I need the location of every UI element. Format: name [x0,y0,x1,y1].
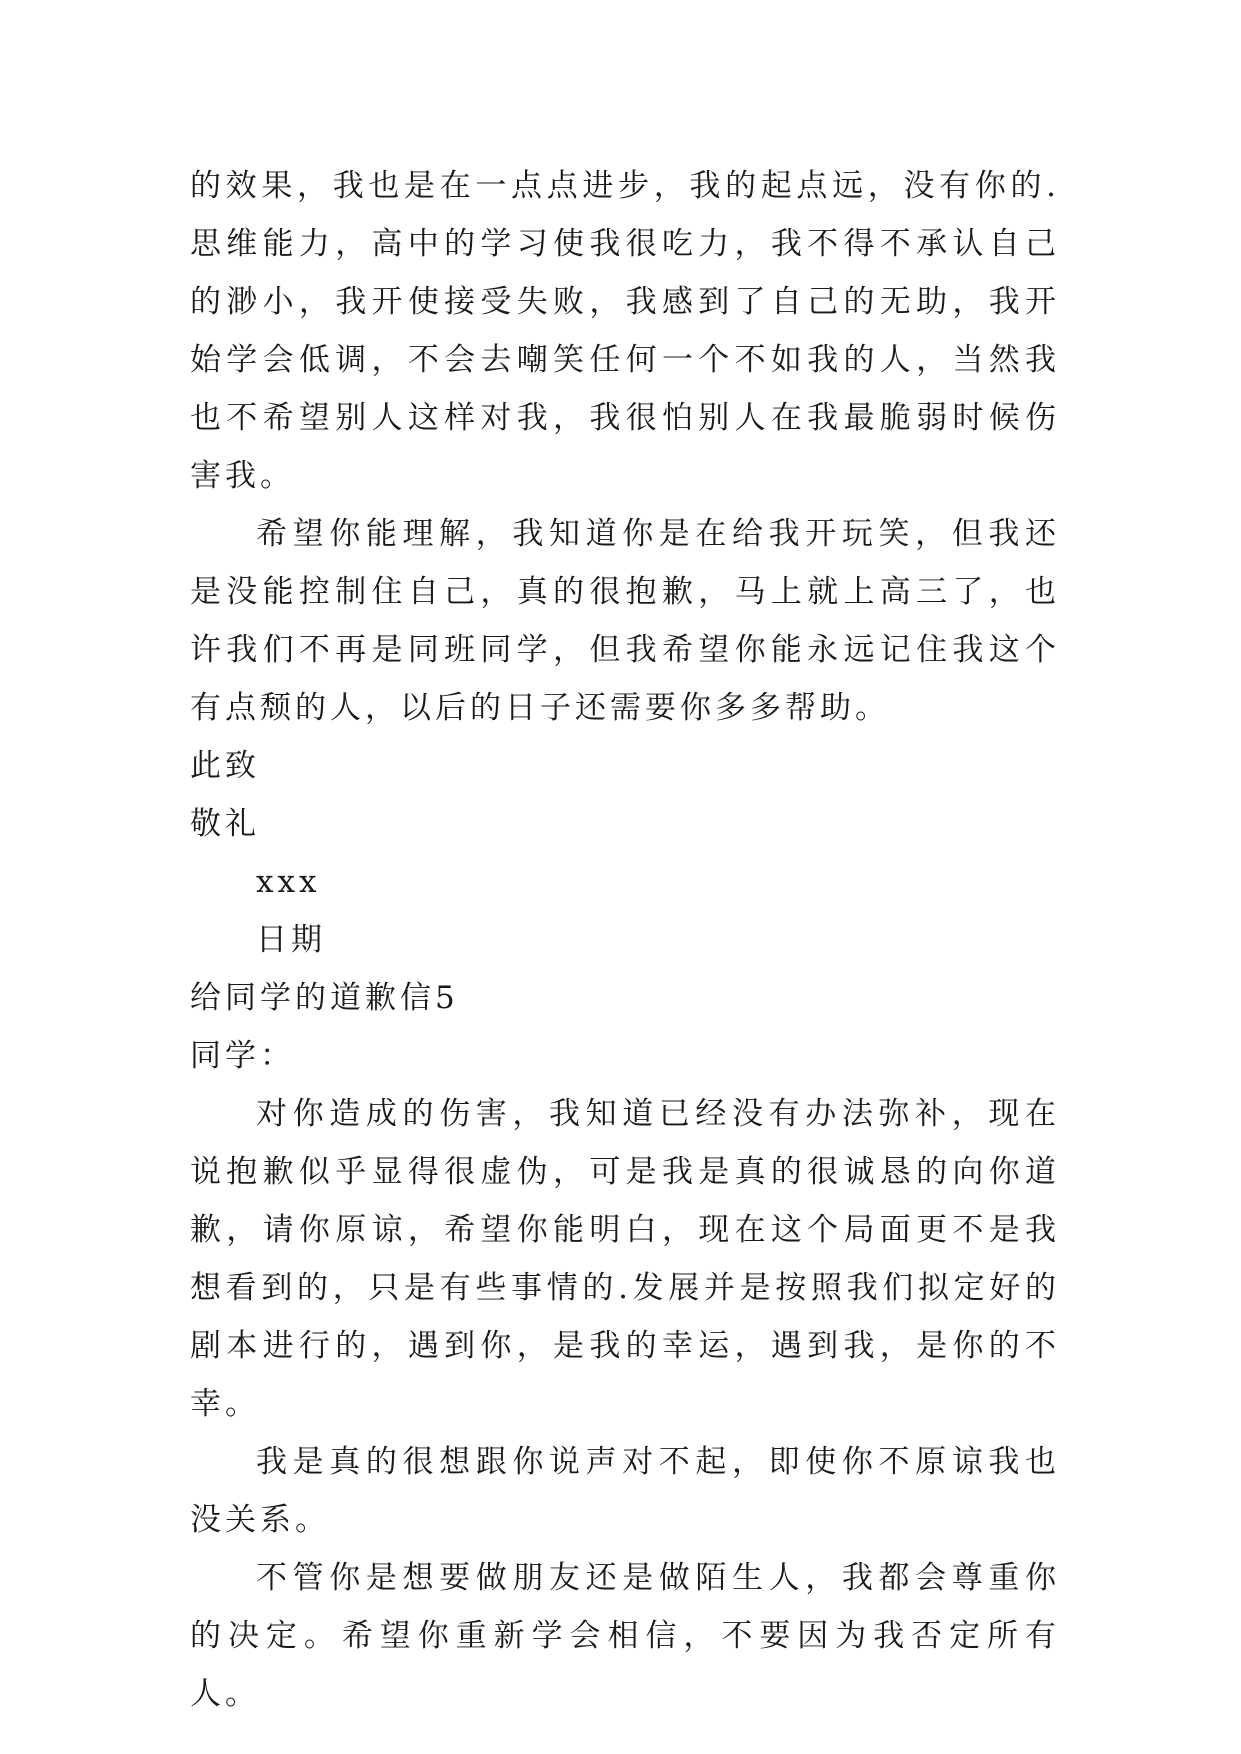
closing-line-2: 敬礼 [190,806,260,842]
letter-title: 给同学的道歉信5 [190,980,459,1016]
date-line: 日期 [256,922,326,958]
closing-line-1: 此致 [190,748,260,784]
paragraph-continued: 的效果，我也是在一点点进步，我的起点远，没有你的.思维能力，高中的学习使我很吃力，我不得不承认自己的渺小，我开使接受失败，我感到了自己的无助，我开始学会低调，不会去嘲笑任何一个不如我的人，当然我也不希望别人这样对我，我很怕别人在我最脆弱时候伤害我。 [190,168,1060,494]
paragraph: 对你造成的伤害，我知道已经没有办法弥补，现在说抱歉似乎显得很虚伪，可是我是真的很诚恳的向你道歉，请你原谅，希望你能明白，现在这个局面更不是我想看到的，只是有些事情的.发展并是按照我们拟定好的剧本进行的，遇到你，是我的幸运，遇到我，是你的不幸。 [190,1096,1060,1422]
paragraph: 我是真的很想跟你说声对不起，即使你不原谅我也没关系。 [190,1444,1060,1538]
paragraph: 不管你是想要做朋友还是做陌生人，我都会尊重你的决定。希望你重新学会相信，不要因为我否定所有人。 [190,1560,1060,1712]
salutation: 同学： [190,1038,295,1074]
document-body [190,157,1060,1723]
signature: xxx [256,864,321,900]
paragraph: 希望你能理解，我知道你是在给我开玩笑，但我还是没能控制住自己，真的很抱歉，马上就上高三了，也许我们不再是同班同学，但我希望你能永远记住我这个有点颓的人，以后的日子还需要你多多帮助。 [190,516,1060,726]
